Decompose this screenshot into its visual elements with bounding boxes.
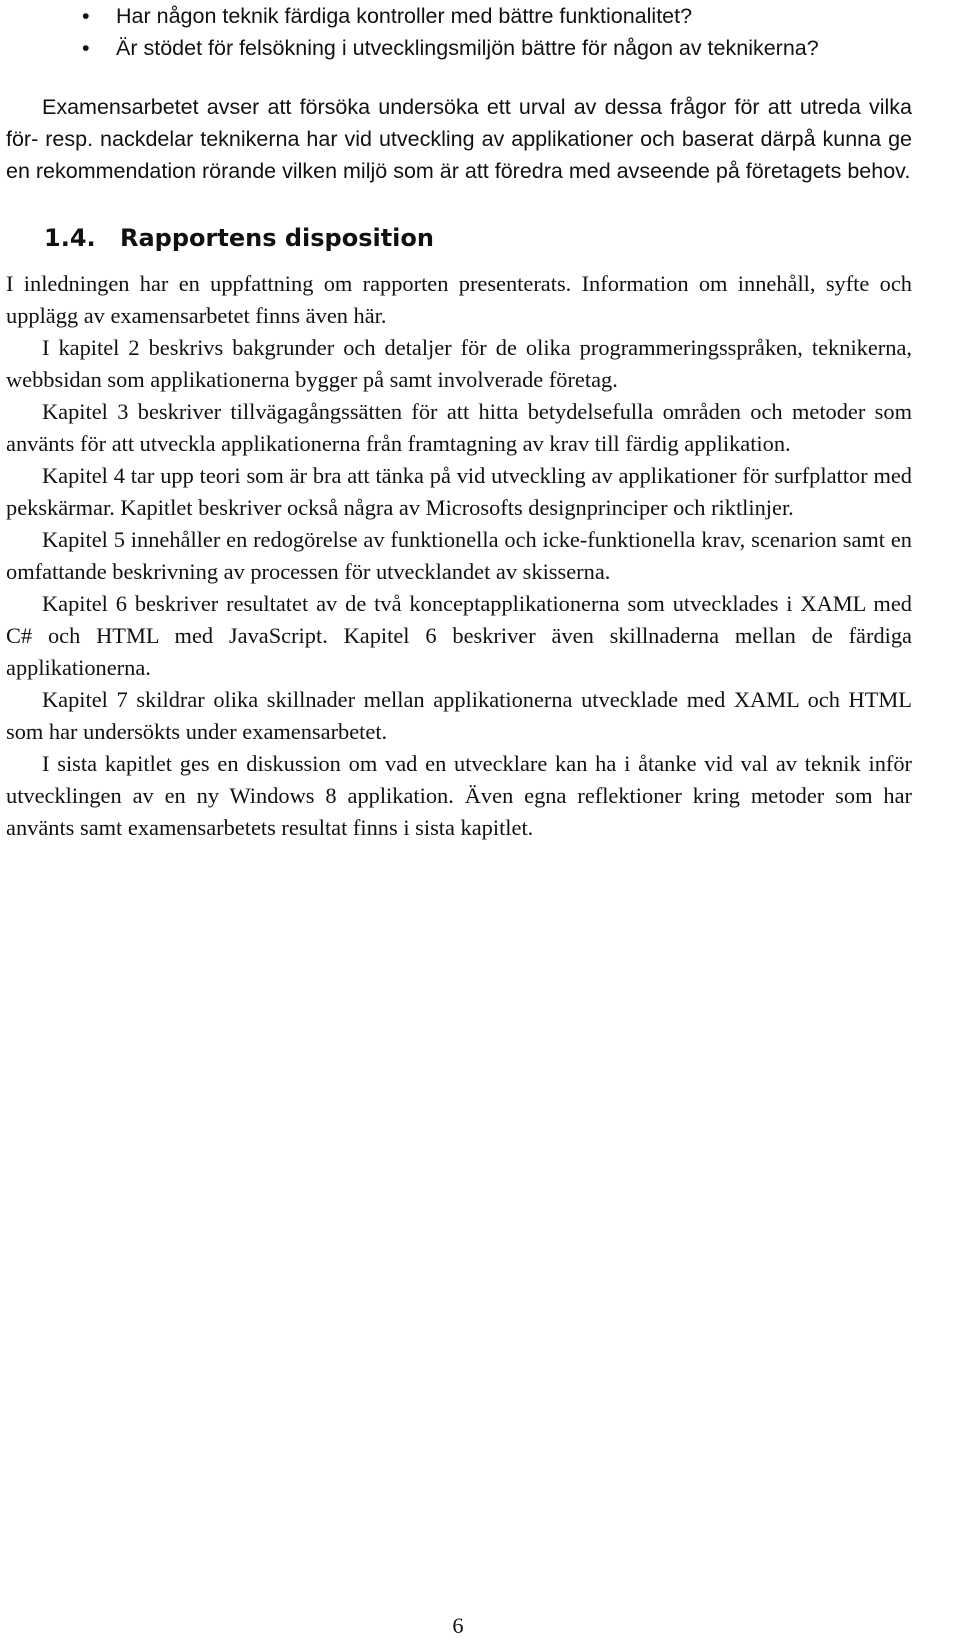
paragraph: I sista kapitlet ges en diskussion om vad en utvecklare kan ha i åtanke vid val av teknik inför utvecklingen av en ny Windows 8 applikation. Även egna reflektioner kring metoder som har använts samt examensarbetets resultat finns i sista kapitlet. [6, 751, 912, 840]
section-number: 1.4. [44, 224, 96, 252]
paragraph: I kapitel 2 beskrivs bakgrunder och detaljer för de olika programmeringsspråken, teknikerna, webbsidan som applikationerna bygger på samt involverade företag. [6, 335, 912, 392]
bullet-icon: • [82, 4, 90, 28]
list-item [6, 0, 912, 32]
paragraph: Kapitel 3 beskriver tillvägagångssätten för att hitta betydelsefulla områden och metoder som använts för att utveckla applikationerna från framtagning av krav till färdig applikation. [6, 399, 912, 456]
intro-paragraph: Examensarbetet avser att försöka undersöka ett urval av dessa frågor för att utreda vilka för- resp. nackdelar teknikerna har vid utveckling av applikationer och baserat därpå kunna ge en rekommendation rörande vilken miljö som är att föredra med avseende på företagets behov. [6, 95, 912, 183]
page-number: 6 [452, 1613, 464, 1638]
paragraph: Kapitel 7 skildrar olika skillnader mellan applikationerna utvecklade med XAML och HTML som har undersökts under examensarbetet. [6, 687, 912, 744]
bullet-list [6, 0, 912, 64]
section-heading [6, 218, 912, 258]
page-content [6, 0, 912, 844]
paragraph: I inledningen har en uppfattning om rapporten presenterats. Information om innehåll, syfte och upplägg av examensarbetet finns även här. [6, 271, 912, 328]
bullet-icon: • [82, 36, 90, 60]
bullet-text: Är stödet för felsökning i utvecklingsmiljön bättre för någon av teknikerna? [116, 36, 819, 60]
paragraph: Kapitel 4 tar upp teori som är bra att tänka på vid utveckling av applikationer för surfplattor med pekskärmar. Kapitlet beskriver också några av Microsofts designprinciper och riktlinjer. [6, 463, 912, 520]
section-title: Rapportens disposition [120, 224, 434, 252]
paragraph: Kapitel 5 innehåller en redogörelse av funktionella och icke-funktionella krav, scenarion samt en omfattande beskrivning av processen för utvecklandet av skisserna. [6, 527, 912, 584]
bullet-text: Har någon teknik färdiga kontroller med bättre funktionalitet? [116, 4, 693, 28]
paragraph: Kapitel 6 beskriver resultatet av de två konceptapplikationerna som utvecklades i XAML med C# och HTML med JavaScript. Kapitel 6 beskriver även skillnaderna mellan de färdiga applikationerna. [6, 591, 912, 680]
list-item [6, 32, 912, 64]
disposition-body [6, 268, 912, 844]
